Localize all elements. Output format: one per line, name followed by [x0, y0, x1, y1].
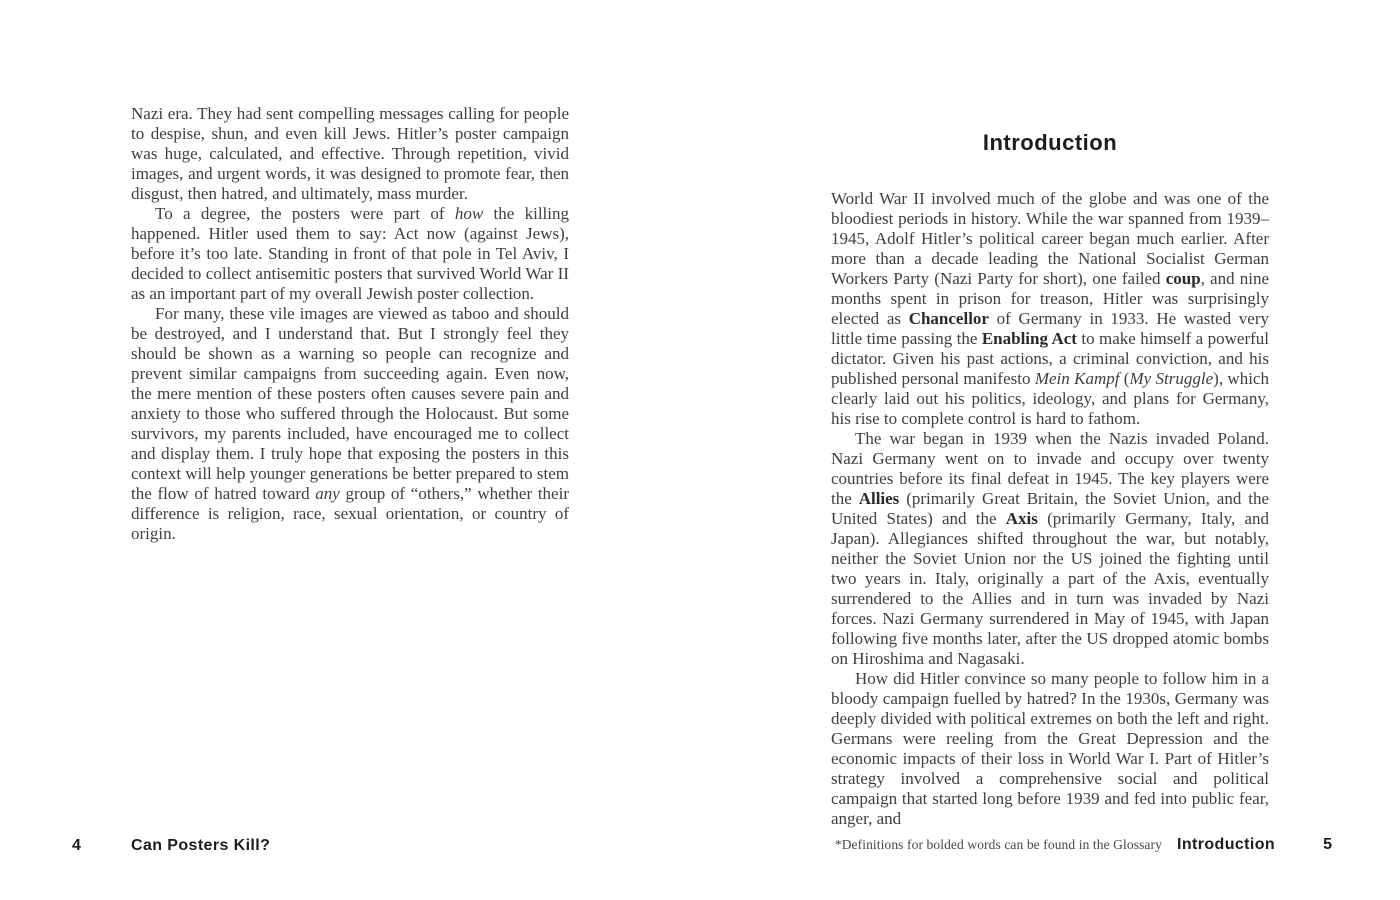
bold-term: Allies [858, 489, 900, 508]
paragraph [831, 189, 1269, 429]
text-run: group of “others,” whether their difference is religion, race, sexual orientation, or country of origin. [131, 484, 569, 543]
bold-term: Enabling Act [981, 329, 1077, 348]
text-run: Nazi era. They had sent compelling messages calling for people to despise, shun, and even kill Jews. Hitler’s poster campaign was huge, calculated, and effective. Through repetition, vivid images, and urgent words, it was designed to promote fear, then disgust, then hatred, and ultimately, mass murder. [131, 104, 569, 203]
page-number-right: 5 [1323, 836, 1332, 853]
chapter-title: Introduction [982, 130, 1118, 155]
paragraph [131, 104, 569, 204]
text-run: World War II involved much of the globe and was one of the bloodiest periods in history. While the war spanned from 1939–1945, Adolf Hitler’s political career began much earlier. After more than a decade leading the National Socialist German Workers Party (Nazi Party for short), one failed [831, 189, 1269, 288]
text-run: , and nine months spent in prison for treason, Hitler was surprisingly elected as [831, 269, 1269, 328]
right-page-footer [835, 836, 1332, 854]
paragraph [131, 304, 569, 544]
italic-text: how [454, 204, 484, 223]
text-run: the killing happened. Hitler used them to say: Act now (against Jews), before it’s too late. Standing in front of that pole in Tel Aviv, I decided to collect antisemitic posters that survived World War II as an important part of my overall Jewish poster collection. [131, 204, 569, 303]
text-run: to make himself a powerful dictator. Given his past actions, a criminal conviction, and his published personal manifesto [831, 329, 1269, 388]
running-title-right: Introduction [1176, 836, 1276, 853]
text-run: ( [1119, 369, 1130, 388]
text-run: ), which clearly laid out his politics, ideology, and plans for Germany, his rise to complete control is hard to fathom. [831, 369, 1269, 428]
left-page-body [131, 104, 569, 544]
italic-text: any [315, 484, 340, 503]
page-number-left: 4 [72, 837, 82, 854]
glossary-footnote: *Definitions for bolded words can be found in the Glossary [834, 837, 1162, 852]
paragraph [131, 204, 569, 304]
bold-term: Chancellor [908, 309, 989, 328]
text-run: To a degree, the posters were part of [155, 204, 455, 223]
bold-term: coup [1165, 269, 1201, 288]
text-run: For many, these vile images are viewed as taboo and should be destroyed, and I understand that. But I strongly feel they should be shown as a warning so people can recognize and prevent similar campaigns from succeeding again. Even now, the mere mention of these posters often causes severe pain and anxiety to those who suffered through the Holocaust. But some survivors, my parents included, have encouraged me to collect and display them. I truly hope that exposing the posters in this context will help younger generations be better prepared to stem the flow of hatred toward [131, 304, 569, 503]
text-run: of Germany in 1933. He wasted very little time passing the [831, 309, 1270, 348]
italic-text: My Struggle [1129, 369, 1214, 388]
text-run: How did Hitler convince so many people to follow him in a bloody campaign fuelled by hatred? In the 1930s, Germany was deeply divided with political extremes on both the left and right. Germans were reeling from the Great Depression and the economic impacts of their loss in World War I. Part of Hitler’s strategy involved a comprehensive social and political campaign that started long before 1939 and fed into public fear, anger, and [831, 669, 1269, 828]
text-run: (primarily Germany, Italy, and Japan). Allegiances shifted throughout the war, but notably, neither the Soviet Union nor the US joined the fighting until two years in. Italy, originally a part of the Axis, eventually surrendered to the Allies and in turn was invaded by Nazi forces. Nazi Germany surrendered in May of 1945, with Japan following five months later, after the US dropped atomic bombs on Hiroshima and Nagasaki. [831, 509, 1269, 668]
bold-term: Axis [1005, 509, 1038, 528]
text-run: The war began in 1939 when the Nazis invaded Poland. Nazi Germany went on to invade and occupy over twenty countries before its final defeat in 1945. The key players were the [831, 429, 1269, 508]
italic-text: Mein Kampf [1034, 369, 1120, 388]
text-run: (primarily Great Britain, the Soviet Union, and the United States) and the [831, 489, 1269, 528]
paragraph [831, 429, 1269, 669]
right-page-body [831, 131, 1269, 829]
running-title-left: Can Posters Kill? [131, 837, 271, 854]
right-page-paragraphs [831, 189, 1269, 829]
paragraph [831, 669, 1269, 829]
